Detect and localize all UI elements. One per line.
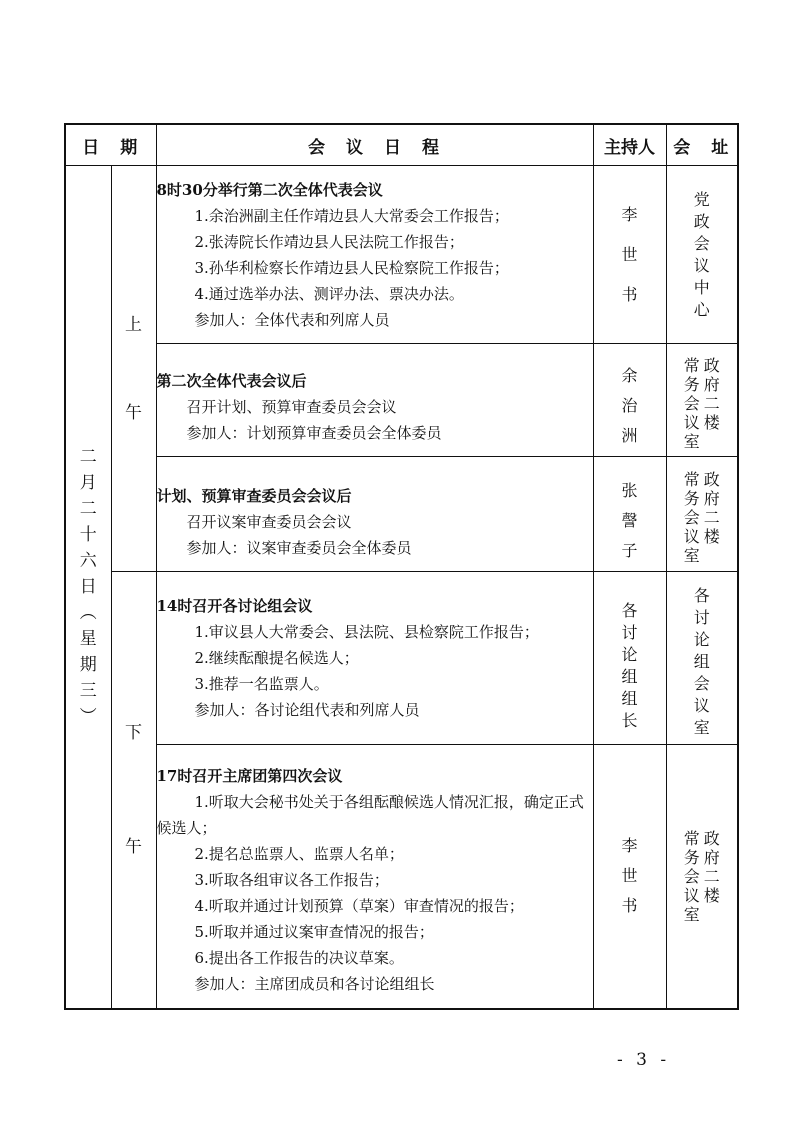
- agenda-item: 1.审议县人大常委会、县法院、县检察院工作报告；: [194, 623, 539, 641]
- schedule-row: [65, 572, 738, 745]
- agenda-title: 第二次全体代表会议后: [156, 372, 307, 390]
- agenda-item: 3.听取各组审议各工作报告；: [194, 871, 389, 890]
- morning-cell: 上 午: [111, 166, 156, 572]
- host-cell: 李 世 书: [593, 745, 666, 1009]
- agenda-item: 2.提名总监票人、监票人名单；: [194, 845, 404, 864]
- agenda-cell: [156, 344, 593, 457]
- agenda-item: 召开议案审查委员会会议: [186, 513, 352, 531]
- venue-cell: 政 府 二 楼 常 务 会 议 室: [666, 344, 738, 457]
- attendees: 参加人：主席团成员和各讨论组组长: [194, 975, 435, 994]
- afternoon-cell: 下 午: [111, 572, 156, 1009]
- header-schedule: 会 议 日 程: [156, 124, 593, 166]
- page-number: - 3 -: [617, 1050, 671, 1070]
- agenda-item: 6.提出各工作报告的决议草案。: [194, 949, 404, 968]
- host-cell: 余 治 洲: [593, 344, 666, 457]
- agenda-cell: [156, 745, 593, 1009]
- venue-cell: 党 政 会 议 中 心: [666, 166, 738, 344]
- agenda-title: 计划、预算审查委员会会议后: [156, 487, 352, 505]
- agenda-item: 1.余治洲副主任作靖边县人大常委会工作报告；: [194, 206, 509, 225]
- venue-cell: 各 讨 论 组 会 议 室: [666, 572, 738, 745]
- header-row: [65, 124, 738, 166]
- agenda-title: 14时召开各讨论组会议: [156, 597, 313, 615]
- agenda-item: 2.张涛院长作靖边县人民法院工作报告；: [194, 232, 464, 251]
- agenda-item: 5.听取并通过议案审查情况的报告；: [194, 923, 434, 942]
- agenda-cell: [156, 166, 593, 344]
- attendees: 参加人：各讨论组代表和列席人员: [194, 701, 420, 719]
- schedule-row: [65, 745, 738, 1009]
- attendees: 参加人：议案审查委员会全体委员: [186, 539, 412, 557]
- date-cell: [65, 166, 111, 1009]
- schedule-row: [65, 344, 738, 457]
- date-label: 二 月 二 十 六 日 ︵ 星 期 三 ︶: [79, 446, 97, 727]
- attendees: 参加人：全体代表和列席人员: [194, 310, 390, 329]
- schedule-row: [65, 166, 738, 344]
- attendees: 参加人：计划预算审查委员会全体委员: [186, 424, 442, 442]
- host-cell: 各 讨 论 组 组 长: [593, 572, 666, 745]
- schedule-row: [65, 457, 738, 572]
- agenda-item: 3.推荐一名监票人。: [194, 675, 329, 693]
- agenda-item: 召开计划、预算审查委员会会议: [186, 398, 397, 416]
- agenda-item: 1.听取大会秘书处关于各组酝酿候选人情况汇报，确定正式候选人；: [156, 793, 584, 838]
- host-cell: 李 世 书: [593, 166, 666, 344]
- host-cell: 张 謦 子: [593, 457, 666, 572]
- header-date: 日 期: [65, 124, 156, 166]
- header-venue: 会 址: [666, 124, 738, 166]
- agenda-item: 4.通过选举办法、测评办法、票决办法。: [194, 284, 464, 303]
- header-host: 主持人: [593, 124, 666, 166]
- venue-cell: 政 府 二 楼 常 务 会 议 室: [666, 745, 738, 1009]
- agenda-cell: [156, 457, 593, 572]
- venue-cell: 政 府 二 楼 常 务 会 议 室: [666, 457, 738, 572]
- agenda-title: 8时30分举行第二次全体代表会议: [156, 180, 383, 199]
- agenda-item: 2.继续酝酿提名候选人；: [194, 649, 359, 667]
- agenda-item: 4.听取并通过计划预算（草案）审查情况的报告；: [194, 897, 524, 916]
- agenda-cell: [156, 572, 593, 745]
- agenda-title: 17时召开主席团第四次会议: [156, 767, 343, 786]
- schedule-table: [64, 123, 739, 1010]
- agenda-item: 3.孙华利检察长作靖边县人民检察院工作报告；: [194, 258, 509, 277]
